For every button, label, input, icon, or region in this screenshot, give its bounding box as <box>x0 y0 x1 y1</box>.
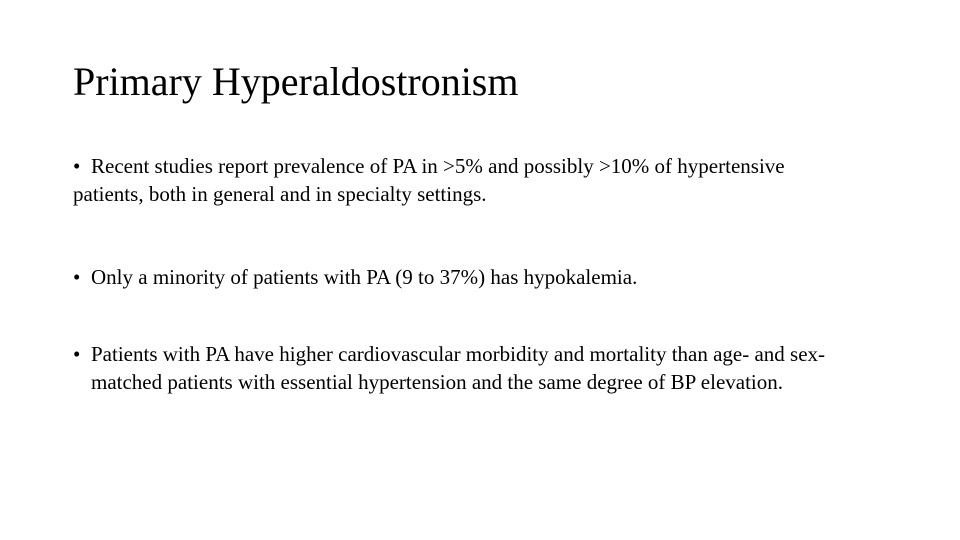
bullet-marker: • <box>73 265 81 289</box>
bullet-marker: • <box>73 154 81 178</box>
bullet-text: Only a minority of patients with PA (9 to 37%) has hypokalemia. <box>91 265 638 289</box>
bullet-marker: • <box>73 342 81 366</box>
bullet-item <box>73 152 853 208</box>
bullet-item <box>73 263 873 291</box>
bullet-text: Patients with PA have higher cardiovascular morbidity and mortality than age- and sex-matched patients with essential hypertension and the same degree of BP elevation. <box>91 342 826 394</box>
bullet-text: Recent studies report prevalence of PA in >5% and possibly >10% of hypertensive patients, both in general and in specialty settings. <box>73 154 785 206</box>
slide-title: Primary Hyperaldostronism <box>73 59 519 104</box>
bullet-item <box>73 340 881 396</box>
